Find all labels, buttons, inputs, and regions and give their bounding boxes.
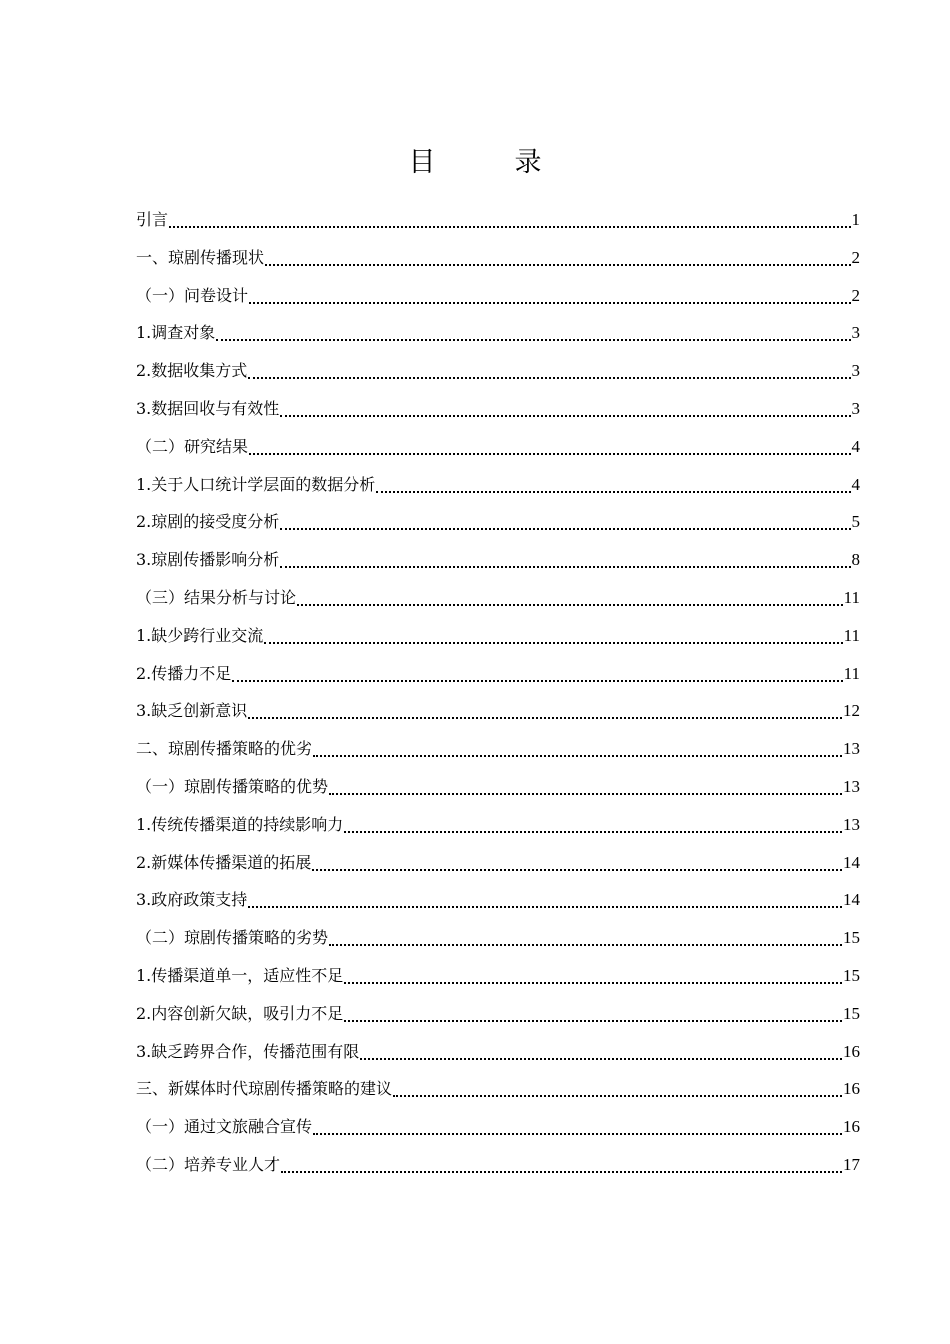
toc-entry[interactable] xyxy=(136,957,860,995)
toc-entry[interactable] xyxy=(136,352,860,390)
toc-entry-title: 3.政府政策支持 xyxy=(136,890,248,910)
toc-leader-dots xyxy=(376,471,850,493)
toc-entry-title: 1.传统传播渠道的持续影响力 xyxy=(136,814,344,834)
toc-entry-title: 1.传播渠道单一，适应性不足 xyxy=(136,965,344,985)
toc-entry-page-number: 13 xyxy=(843,814,860,834)
toc-leader-dots xyxy=(313,735,842,757)
toc-leader-dots xyxy=(216,319,850,341)
toc-entry-page-number: 15 xyxy=(843,965,860,985)
toc-leader-dots xyxy=(249,433,850,455)
toc-leader-dots xyxy=(360,1038,842,1060)
toc-leader-dots xyxy=(280,508,850,530)
toc-entry-title: 3.琼剧传播影响分析 xyxy=(136,550,280,570)
toc-leader-dots xyxy=(249,282,850,304)
toc-leader-dots xyxy=(329,773,842,795)
toc-entry-title: 三、新媒体时代琼剧传播策略的建议 xyxy=(136,1079,393,1099)
toc-entry-page-number: 14 xyxy=(843,890,860,910)
toc-entry-page-number: 4 xyxy=(851,474,860,494)
toc-entry[interactable] xyxy=(136,277,860,315)
toc-entry-page-number: 8 xyxy=(851,550,860,570)
toc-entry-page-number: 13 xyxy=(843,776,860,796)
toc-leader-dots xyxy=(264,622,842,644)
toc-leader-dots xyxy=(248,357,850,379)
toc-entry-title: 引言 xyxy=(136,210,169,229)
toc-entry-page-number: 15 xyxy=(843,1003,860,1023)
toc-entry[interactable] xyxy=(136,239,860,277)
toc-entry-title: 3.缺乏创新意识 xyxy=(136,701,248,721)
toc-leader-dots xyxy=(265,244,850,266)
toc-entry-title: （二）研究结果 xyxy=(136,436,249,456)
toc-entry-title: 2.内容创新欠缺，吸引力不足 xyxy=(136,1003,344,1023)
toc-entry[interactable] xyxy=(136,1033,860,1071)
toc-leader-dots xyxy=(312,849,842,871)
toc-entry[interactable] xyxy=(136,1146,860,1184)
toc-entry[interactable] xyxy=(136,730,860,768)
toc-entry[interactable] xyxy=(136,390,860,428)
toc-entry[interactable] xyxy=(136,541,860,579)
toc-entry-page-number: 12 xyxy=(843,701,860,721)
toc-entry-page-number: 16 xyxy=(843,1117,860,1137)
toc-entry-page-number: 5 xyxy=(851,512,860,532)
page-title: 目 录 xyxy=(408,147,568,178)
toc-leader-dots xyxy=(344,811,842,833)
toc-entry-title: （二）培养专业人才 xyxy=(136,1154,281,1174)
toc-entry-page-number: 1 xyxy=(851,210,860,229)
toc-leader-dots xyxy=(248,697,842,719)
toc-leader-dots xyxy=(393,1075,842,1097)
toc-entry[interactable] xyxy=(136,503,860,541)
toc-entry-title: 一、琼剧传播现状 xyxy=(136,247,265,267)
toc-entry[interactable] xyxy=(136,466,860,504)
toc-entry-title: （一）琼剧传播策略的优势 xyxy=(136,776,329,796)
toc-entry-title: 1.缺少跨行业交流 xyxy=(136,625,264,645)
toc-leader-dots xyxy=(169,206,850,228)
toc-entry-page-number: 3 xyxy=(851,398,860,418)
toc-entry-page-number: 2 xyxy=(851,285,860,305)
toc-entry-page-number: 2 xyxy=(851,247,860,267)
toc-entry[interactable] xyxy=(136,881,860,919)
table-of-contents xyxy=(136,201,860,1184)
toc-entry-title: 二、琼剧传播策略的优劣 xyxy=(136,739,313,759)
toc-leader-dots xyxy=(248,886,842,908)
toc-entry-title: （二）琼剧传播策略的劣势 xyxy=(136,928,329,948)
toc-entry-title: 1.关于人口统计学层面的数据分析 xyxy=(136,474,376,494)
toc-entry[interactable] xyxy=(136,844,860,882)
toc-entry[interactable] xyxy=(136,995,860,1033)
toc-leader-dots xyxy=(232,660,842,682)
toc-leader-dots xyxy=(280,546,850,568)
toc-entry-title: 3.数据回收与有效性 xyxy=(136,398,280,418)
toc-entry[interactable] xyxy=(136,806,860,844)
toc-entry[interactable] xyxy=(136,201,860,239)
toc-entry[interactable] xyxy=(136,919,860,957)
toc-entry[interactable] xyxy=(136,768,860,806)
toc-entry-page-number: 17 xyxy=(843,1154,860,1174)
toc-entry-title: 1.调查对象 xyxy=(136,323,216,343)
toc-entry[interactable] xyxy=(136,617,860,655)
toc-entry-page-number: 4 xyxy=(851,436,860,456)
toc-entry-title: 2.新媒体传播渠道的拓展 xyxy=(136,852,312,872)
toc-entry-page-number: 11 xyxy=(843,663,860,683)
toc-entry-page-number: 11 xyxy=(843,587,860,607)
toc-leader-dots xyxy=(329,924,842,946)
toc-leader-dots xyxy=(313,1113,842,1135)
toc-entry-title: （三）结果分析与讨论 xyxy=(136,587,297,607)
toc-entry-title: （一）通过文旅融合宣传 xyxy=(136,1117,313,1137)
toc-entry-title: 2.琼剧的接受度分析 xyxy=(136,512,280,532)
toc-entry[interactable] xyxy=(136,1070,860,1108)
toc-entry[interactable] xyxy=(136,579,860,617)
toc-entry-page-number: 3 xyxy=(851,361,860,381)
toc-leader-dots xyxy=(344,1000,842,1022)
toc-entry-page-number: 14 xyxy=(843,852,860,872)
toc-entry-title: 2.数据收集方式 xyxy=(136,361,248,381)
toc-entry-title: 2.传播力不足 xyxy=(136,663,232,683)
toc-leader-dots xyxy=(344,962,842,984)
toc-entry[interactable] xyxy=(136,655,860,693)
toc-entry-page-number: 13 xyxy=(843,739,860,759)
toc-entry-title: 3.缺乏跨界合作，传播范围有限 xyxy=(136,1041,360,1061)
toc-entry-page-number: 15 xyxy=(843,928,860,948)
toc-entry-page-number: 16 xyxy=(843,1079,860,1099)
toc-leader-dots xyxy=(281,1151,842,1173)
toc-entry-page-number: 3 xyxy=(851,323,860,343)
toc-entry[interactable] xyxy=(136,692,860,730)
toc-entry[interactable] xyxy=(136,428,860,466)
toc-entry[interactable] xyxy=(136,1108,860,1146)
toc-entry[interactable] xyxy=(136,314,860,352)
toc-leader-dots xyxy=(280,395,850,417)
toc-leader-dots xyxy=(297,584,843,606)
toc-entry-page-number: 16 xyxy=(843,1041,860,1061)
toc-entry-page-number: 11 xyxy=(843,625,860,645)
toc-entry-title: （一）问卷设计 xyxy=(136,285,249,305)
